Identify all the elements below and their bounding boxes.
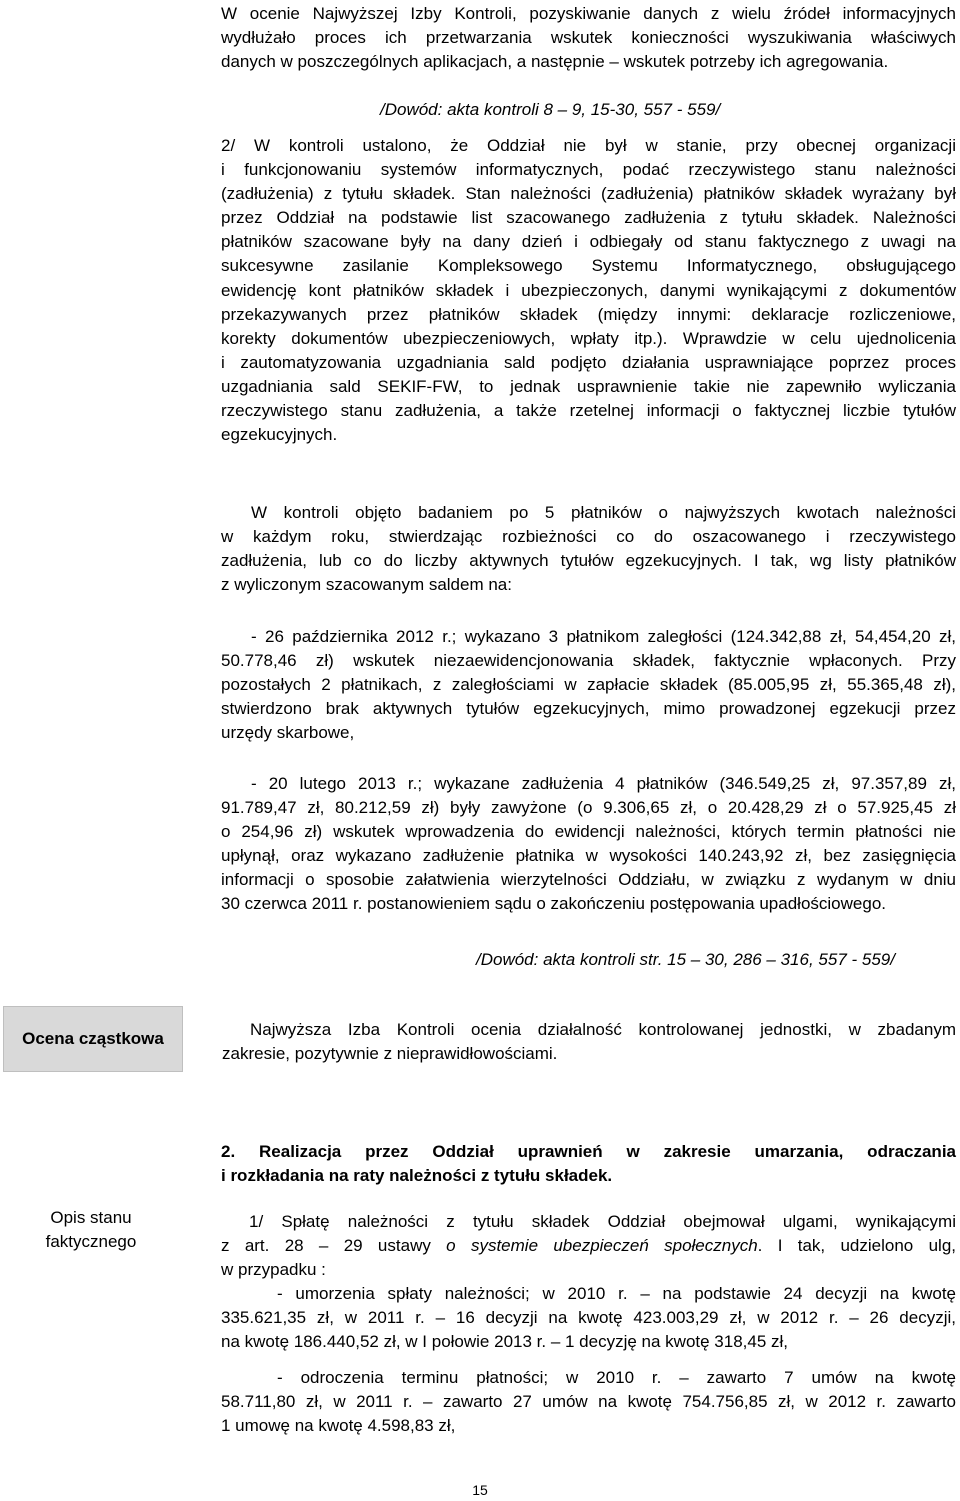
text-line: stwierdzono brak aktywnych tytułów egzekucyjnych, mimo prowadzonej egzekucji przez: [221, 699, 956, 718]
text-line: 91.789,47 zł, 80.212,59 zł) były zawyżone (o 9.306,65 zł, o 20.428,29 zł o 57.925,45 zł: [221, 798, 956, 817]
paragraph-relief: [221, 1210, 956, 1282]
text-line: 58.711,80 zł, w 2011 r. – zawarto 27 umów na kwotę 754.756,85 zł, w 2012 r. zawarto: [221, 1392, 956, 1411]
text-line: i rozkładania na raty należności z tytułu składek.: [221, 1166, 613, 1185]
text-line: pozostałych 2 płatnikach, z zaległościami w zapłacie składek (85.005,95 zł, 55.365,48 zł),: [221, 675, 956, 694]
text-line: korekty dokumentów ubezpieczeniowych, wpłaty itp.). Wprawdzie w celu ujednolicenia: [221, 328, 956, 348]
paragraph-findings: [221, 134, 956, 447]
text-line: przez Oddział na podstawie list szacowanego zadłużenia z tytułu składek. Należności: [221, 208, 956, 228]
text-line: informacji o sposobie załatwienia wierzytelności Oddziału, w związku z wydanym w dniu: [221, 870, 956, 889]
text-line: 2. Realizacja przez Oddział uprawnień w zakresie umarzania, odraczania: [221, 1142, 956, 1161]
text-line: w przypadku :: [221, 1260, 326, 1279]
evidence-reference: /Dowód: akta kontroli 8 – 9, 15-30, 557 - 559/: [380, 100, 721, 119]
text-line: ewidencję kont płatników składek i ubezpieczonych, danymi wynikającymi z dokumentów: [221, 280, 956, 300]
text-line: wydłużało proces ich przetwarzania wskutek konieczności wyszukiwania właściwych: [221, 28, 956, 47]
text-line: płatników szacowane były na dany dzień i odbiegały od stanu faktycznego z uwagi na: [221, 232, 956, 252]
text-line: z art. 28 – 29 ustawy o systemie ubezpieczeń społecznych. I tak, udzielono ulg,: [221, 1236, 956, 1255]
text-line: 50.778,46 zł) wskutek niezaewidencjonowania składek, faktycznie wpłaconych. Przy: [221, 651, 956, 670]
page-number: 15: [472, 1482, 488, 1498]
text-line: danych w poszczególnych aplikacjach, a następnie – wskutek potrzeby ich agregowania.: [221, 52, 889, 71]
text-line: 30 czerwca 2011 r. postanowieniem sądu o zakończeniu postępowania upadłościowego.: [221, 894, 887, 913]
text-line: przekazywanych przez płatników składek (między innymi: deklaracje rozliczeniowe,: [221, 304, 956, 324]
text-line: w każdym roku, stwierdzając rozbieżności co do oszacowanego i rzeczywistego: [221, 527, 956, 546]
text-line: - odroczenia terminu płatności; w 2010 r. – zawarto 7 umów na kwotę: [277, 1368, 956, 1387]
text-line: o 254,96 zł) wskutek wprowadzenia do ewidencji należności, których termin płatności nie: [221, 822, 956, 841]
text-line: (zadłużenia) z tytułu składek. Stan należności (zadłużenia) płatników składek wyrażany był: [221, 184, 956, 204]
text-line: - 20 lutego 2013 r.; wykazane zadłużenia 4 płatników (346.549,25 zł, 97.357,89 zł,: [251, 774, 956, 793]
partial-assessment-text: [222, 1018, 956, 1066]
text-line: 1/ Spłatę należności z tytułu składek Oddział obejmował ulgami, wynikającymi: [249, 1212, 956, 1231]
text-line: z wyliczonym szacowanym saldem na:: [221, 575, 512, 594]
text-line: 2/ W kontroli ustalono, że Oddział nie był w stanie, przy obecnej organizacji: [221, 136, 956, 155]
text-line: rzeczywistego stanu zadłużenia, a także rzetelnej informacji o faktycznej liczbie tytułów: [221, 401, 956, 421]
paragraph-audit-scope: [221, 501, 956, 597]
paragraph-write-offs: [221, 1282, 956, 1354]
paragraph-intro: [221, 2, 956, 74]
text-line: - umorzenia spłaty należności; w 2010 r. – na podstawie 24 decyzji na kwotę: [277, 1284, 956, 1303]
text-line: upłynął, oraz wykazano zadłużenie płatnika w wysokości 140.243,92 zł, bez zasięgnięcia: [221, 846, 956, 865]
text-line: zadłużenia, lub co do liczby aktywnych tytułów egzekucyjnych. I tak, wg listy płatników: [221, 551, 956, 570]
evidence-reference: /Dowód: akta kontroli str. 15 – 30, 286 – 316, 557 - 559/: [476, 950, 895, 969]
text-line: i zautomatyzowania uzgadniania sald podjęto działania usprawniające poprzez proces: [221, 352, 956, 372]
text-line: na kwotę 186.440,52 zł, w I połowie 2013 r. – 1 decyzję na kwotę 318,45 zł,: [221, 1332, 789, 1351]
partial-assessment-label: Ocena cząstkowa: [3, 1006, 183, 1072]
paragraph-february-2013: [221, 772, 956, 916]
paragraph-october-2012: [221, 625, 956, 745]
text-line: W ocenie Najwyższej Izby Kontroli, pozyskiwanie danych z wielu źródeł informacyjnych: [221, 4, 956, 23]
factual-state-label: Opis stanu faktycznego: [45, 1208, 137, 1251]
text-line: uzgadniania sald SEKIF-FW, to jednak usprawnienie takie nie zapewniło wyliczania: [221, 376, 956, 396]
section-heading: [221, 1140, 956, 1188]
text-line: sukcesywne zasilanie Kompleksowego Systemu Informatycznego, obsługującego: [221, 256, 956, 276]
text-line: egzekucyjnych.: [221, 425, 338, 445]
text-line: 1 umowę na kwotę 4.598,83 zł,: [221, 1416, 456, 1435]
paragraph-deferrals: [221, 1366, 956, 1438]
text-line: 335.621,35 zł, w 2011 r. – 16 decyzji na kwotę 423.003,29 zł, w 2012 r. – 26 decyzji,: [221, 1308, 956, 1327]
text-line: W kontroli objęto badaniem po 5 płatników o najwyższych kwotach należności: [251, 503, 956, 522]
text-line: - 26 października 2012 r.; wykazano 3 płatnikom zaległości (124.342,88 zł, 54,454,20 zł,: [251, 627, 956, 646]
text-line: zakresie, pozytywnie z nieprawidłowościami.: [222, 1044, 558, 1063]
text-line: i funkcjonowaniu systemów informatycznych, podać rzeczywistego stanu należności: [221, 160, 956, 180]
text-line: Najwyższa Izba Kontroli ocenia działalność kontrolowanej jednostki, w zbadanym: [250, 1020, 956, 1039]
text-line: urzędy skarbowe,: [221, 723, 355, 742]
